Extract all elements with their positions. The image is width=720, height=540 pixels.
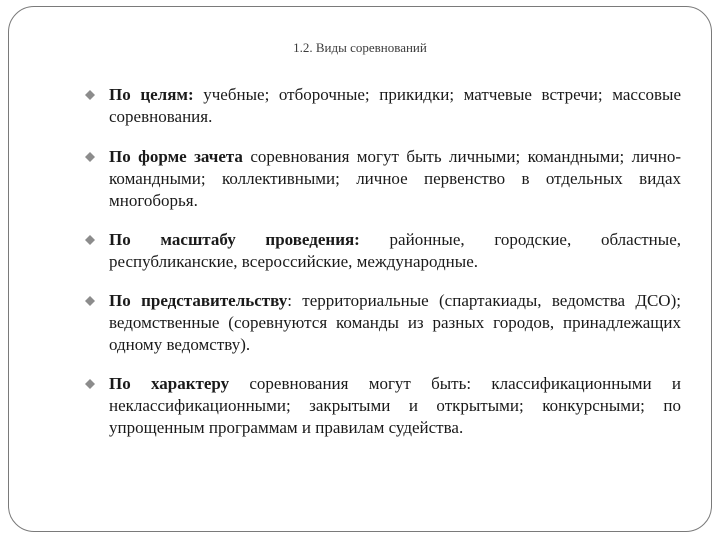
slide-title: 1.2. Виды соревнований <box>293 40 427 55</box>
diamond-bullet-icon <box>85 90 95 100</box>
diamond-bullet-icon <box>85 152 95 162</box>
diamond-bullet-icon <box>85 235 95 245</box>
bullet-item-representation <box>85 290 681 356</box>
bullet-term: По форме зачета <box>109 147 243 166</box>
bullet-text: районные, городские, областные, республиканские, всероссийские, международные. <box>109 230 681 271</box>
bullet-item-scoring-form <box>85 146 681 212</box>
diamond-bullet-icon <box>85 379 95 389</box>
bullet-term: По характеру <box>109 374 230 393</box>
bullet-term: По целям: <box>109 85 194 104</box>
bullet-text: : территориальные (спартакиады, ведомства ДСО); ведомственные (соревнуются команды из разных городов, принадлежащих одному ведомству). <box>109 291 681 354</box>
bullet-text: учебные; отборочные; прикидки; матчевые встречи; массовые соревнования. <box>109 85 681 126</box>
bullet-item-character <box>85 373 681 439</box>
diamond-bullet-icon <box>85 296 95 306</box>
bullet-term: По масштабу проведения: <box>109 230 360 249</box>
bullet-item-goals <box>85 84 681 128</box>
bullet-text: соревнования могут быть: классификационными и неклассификационными; закрытыми и открытыми; конкурсными; по упрощенным программам и правилам судейства. <box>109 374 681 437</box>
bullet-text: соревнования могут быть личными; командными; лично-командными; коллективными; личное первенство в отдельных видах многоборья. <box>109 147 681 210</box>
bullet-term: По представительству <box>109 291 288 310</box>
slide-frame <box>8 6 712 532</box>
bullet-item-scale <box>85 229 681 273</box>
bullet-list <box>85 84 681 457</box>
